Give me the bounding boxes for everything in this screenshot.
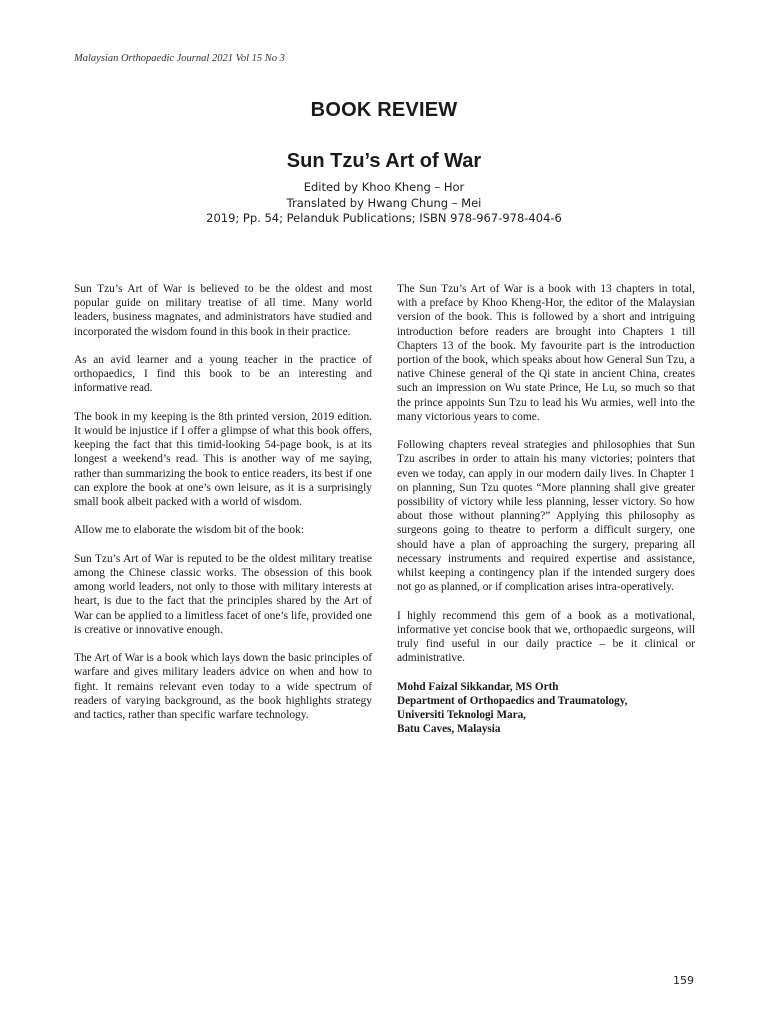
paragraph: Allow me to elaborate the wisdom bit of the book: — [74, 524, 304, 537]
author-location: Batu Caves, Malaysia — [397, 723, 501, 736]
paragraph: Sun Tzu’s Art of War is believed to be the oldest and most popular guide on military treatise of all time. Many world leaders, business magnates, and administrators have studied and incorporated the wisdom found in this book in their practice. — [74, 283, 372, 338]
left-column — [74, 282, 372, 736]
section-title: BOOK REVIEW — [310, 99, 458, 121]
paragraph: Sun Tzu’s Art of War is reputed to be the oldest military treatise among the Chinese classic works. The obsession of this book among world leaders, not only to those with military interests at heart, is due to the fact that the principles shared by the Art of War can be applied to a limitless facet of one’s life, provided one is creative or innovative enough. — [74, 552, 372, 636]
page-number: 159 — [673, 974, 694, 987]
author-signature — [397, 680, 695, 737]
book-title: Sun Tzu’s Art of War — [286, 150, 482, 172]
paragraph: As an avid learner and a young teacher in the practice of orthopaedics, I find this book to be an interesting and informative read. — [74, 354, 372, 395]
paragraph: Following chapters reveal strategies and philosophies that Sun Tzu ascribes in order to attain his many victories; pointers that even we today, can apply in our modern daily lives. In Chapter 1 on planning, Sun Tzu quotes “More planning shall give greater possibility of victory while less planning, lesser victory. So how about those without planning?” Applying this philosophy as surgeons going to theatre to perform a difficult surgery, one should have a plan of approaching the surgery, preparing all necessary instruments and required expertise and assistance, whilst keeping a contingency plan if the intended surgery does not go as planned, or if complication arises intra-operatively. — [397, 439, 695, 594]
translated-by: Translated by Hwang Chung – Mei — [286, 195, 482, 210]
publication-info: 2019; Pp. 54; Pelanduk Publications; ISBN 978-967-978-404-6 — [206, 211, 562, 225]
paragraph: The book in my keeping is the 8th printed version, 2019 edition. It would be injustice if I offer a glimpse of what this book offers, keeping the fact that this timid-looking 54-page book, is at its longest a weekend’s read. This is another way of me saying, rather than summarizing the book to entice readers, its best if one can explore the book at one’s own leisure, as it is a surprisingly small book albeit packed with a world of wisdom. — [74, 410, 372, 509]
right-column — [397, 282, 695, 736]
edited-by: Edited by Khoo Kheng – Hor — [303, 180, 465, 194]
author-department: Department of Orthopaedics and Traumatology, — [397, 694, 628, 707]
paragraph: The Art of War is a book which lays down the basic principles of warfare and gives military leaders advice on when and how to fight. It remains relevant even today to a wide spectrum of readers of varying background, as the book highlights strategy and tactics, rather than specific warfare technology. — [74, 652, 372, 722]
author-name: Mohd Faizal Sikkandar, MS Orth — [397, 680, 559, 693]
paragraph: The Sun Tzu’s Art of War is a book with 13 chapters in total, with a preface by Khoo Kheng-Hor, the editor of the Malaysian version of the book. This is followed by a short and intriguing introduction before readers are brought into Chapters 1 till Chapters 13 of the book. My favourite part is the introduction portion of the book, which speaks about how General Sun Tzu, a native Chinese general of the Qi state in ancient China, creates such an impression on Wu state Prince, He Lu, so much so that the prince appoints Sun Tzu to lead his Wu armies, well into the many victorious years to come. — [397, 283, 695, 423]
book-metadata — [0, 180, 768, 227]
running-head: Malaysian Orthopaedic Journal 2021 Vol 15 No 3 — [74, 53, 285, 64]
paragraph: I highly recommend this gem of a book as a motivational, informative yet concise book that we, orthopaedic surgeons, will truly find useful in our daily practice – be it clinical or administrative. — [397, 609, 695, 665]
author-university: Universiti Teknologi Mara, — [397, 709, 526, 722]
